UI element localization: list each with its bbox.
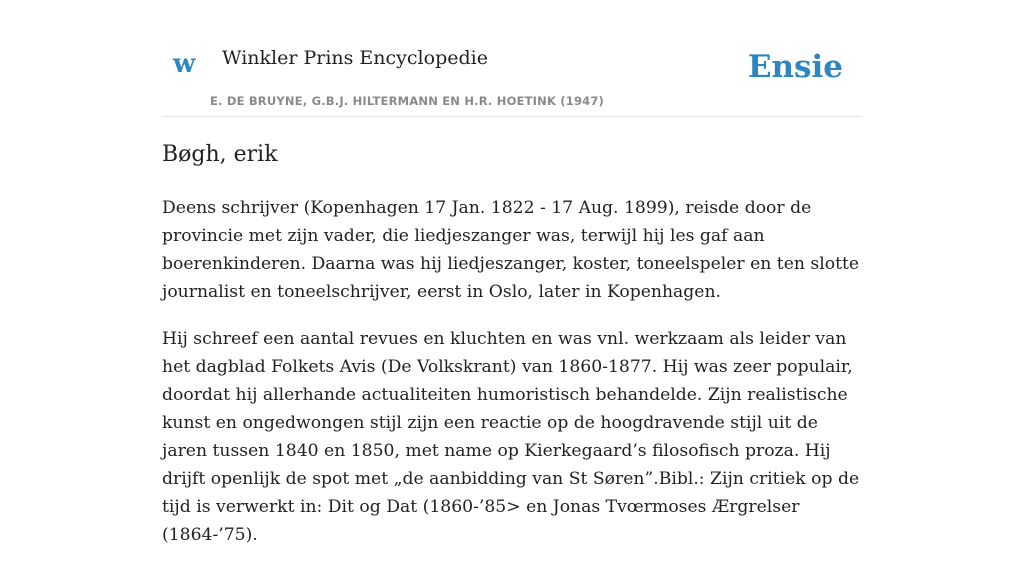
source-title[interactable]: Winkler Prins Encyclopedie	[222, 47, 488, 69]
source-header	[162, 0, 862, 117]
article-title: Bøgh, erik	[162, 142, 278, 167]
article-paragraph: Deens schrijver (Kopenhagen 17 Jan. 1822 - 17 Aug. 1899), reisde door de provincie met zijn vader, die liedjeszanger was, terwijl hij les gaf aan boerenkinderen. Daarna was hij liedjeszanger, koster, toneelspeler en ten slotte journalist en toneelschrijver, eerst in Oslo, later in Kopenhagen.	[162, 198, 860, 302]
article-paragraph: Hij schreef een aantal revues en kluchten en was vnl. werkzaam als leider van het dagblad Folkets Avis (De Volkskrant) van 1860-1877. Hij was zeer populair, doordat hij allerhande actualiteiten humoristisch behandelde. Zijn realistische kunst en ongedwongen stijl zijn een reactie op de hoogdravende stijl uit de jaren tussen 1840 en 1850, met name op Kierkegaard’s filosofisch proza. Hij drijft openlijk de spot met „de aanbidding van St Søren”.Bibl.: Zijn critiek op de tijd is verwerkt in: Dit og Dat (1860-’85> en Jonas Tvœrmoses Ærgrelser (1864-’75).	[162, 329, 860, 545]
article	[162, 138, 862, 568]
source-logo-icon[interactable]: w	[173, 49, 196, 79]
source-authors: E. DE BRUYNE, G.B.J. HILTERMANN EN H.R. HOETINK (1947)	[210, 94, 605, 108]
brand-logo[interactable]: Ensie	[747, 49, 843, 85]
